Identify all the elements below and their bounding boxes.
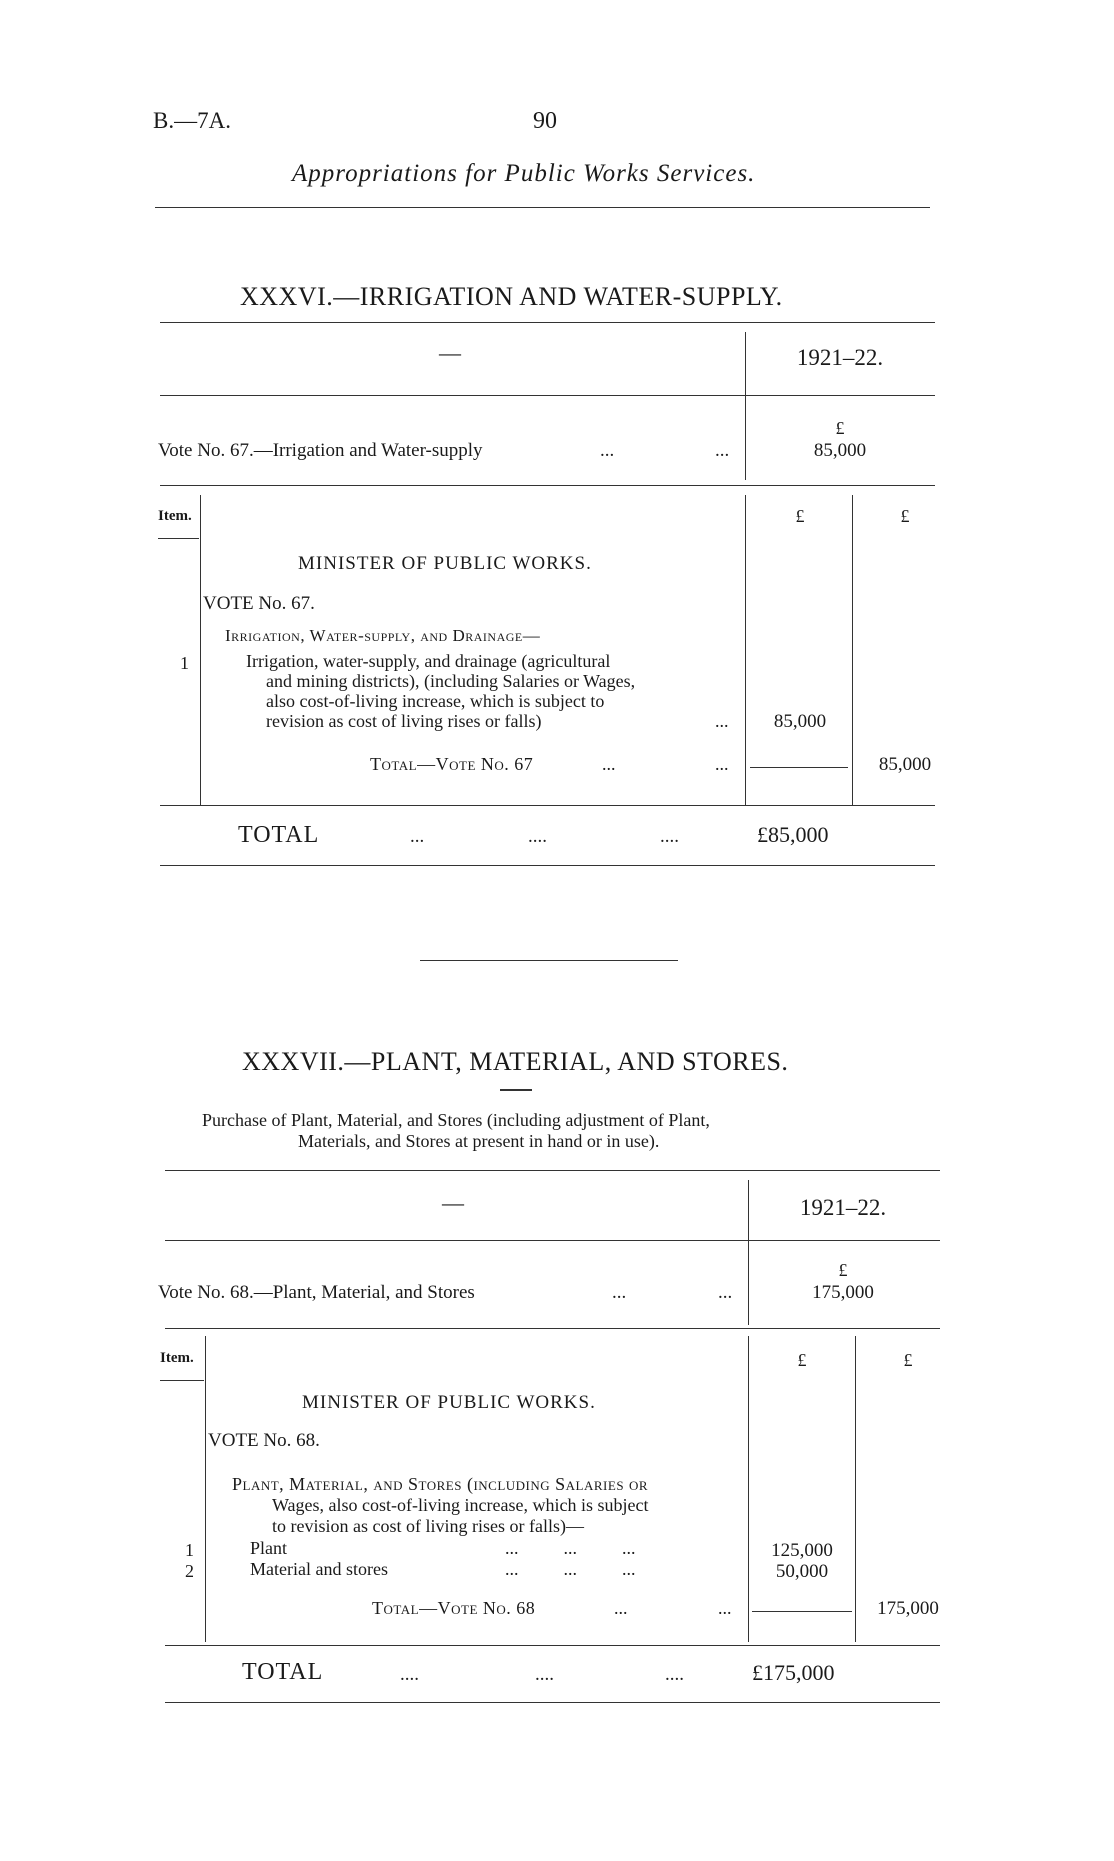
summary-mid-rule xyxy=(165,1240,940,1241)
running-title: Appropriations for Public Works Services. xyxy=(292,160,756,187)
item-header-underline xyxy=(160,1380,204,1381)
summary-mid-rule xyxy=(160,395,935,396)
detail-bottom-rule xyxy=(160,805,935,806)
title-short-rule xyxy=(500,1089,532,1091)
total-vote-dots: ... xyxy=(715,754,729,774)
vote-summary-currency: £ xyxy=(835,418,845,438)
total-vote-dots: ... xyxy=(718,1598,732,1618)
amount-column-divider xyxy=(745,495,746,805)
total-vote-amount: 175,000 xyxy=(877,1598,939,1619)
document-reference: B.—7A. xyxy=(153,108,231,133)
subhead-line xyxy=(232,1474,648,1495)
grand-total-dots: .... xyxy=(660,826,679,847)
section-separator xyxy=(420,960,678,961)
summary-column-divider xyxy=(748,1180,749,1325)
item-label: Plant xyxy=(250,1538,288,1558)
item-header-underline xyxy=(158,538,199,539)
section-title: XXXVI.—IRRIGATION AND WATER-SUPPLY. xyxy=(240,282,783,311)
header-rule xyxy=(155,207,930,208)
total-vote-label: Total—Vote No. 67 xyxy=(370,754,534,774)
summary-year: 1921–22. xyxy=(799,1195,887,1220)
vote-summary-dots: ... xyxy=(600,440,615,461)
grand-total-label: TOTAL xyxy=(242,1659,324,1685)
vote-summary-line: Vote No. 67.—Irrigation and Water-supply xyxy=(158,440,483,461)
item-dots: ... ... ... xyxy=(505,1538,636,1558)
vote-summary-dots: ... xyxy=(718,1282,733,1303)
minister-heading: MINISTER OF PUBLIC WORKS. xyxy=(298,553,592,574)
summary-column-divider xyxy=(745,332,746,480)
grand-total-dots: ... xyxy=(410,826,425,847)
summary-dash: — xyxy=(442,1190,464,1215)
subhead-line: to revision as cost of living rises or falls)— xyxy=(272,1516,584,1536)
vote-summary-amount: 85,000 xyxy=(813,440,867,461)
summary-dash: — xyxy=(439,340,461,365)
vote-summary-amount: 175,000 xyxy=(812,1282,874,1303)
subhead-text: Plant, Material, and Stores (including Salaries or xyxy=(232,1474,649,1494)
total-vote-label: Total—Vote No. 68 xyxy=(372,1598,536,1618)
item-column-header: Item. xyxy=(160,1350,194,1366)
item-dots: ... xyxy=(715,711,729,731)
grand-total-dots: .... xyxy=(400,1664,419,1685)
grand-total-dots: .... xyxy=(528,826,547,847)
item-amount: 85,000 xyxy=(773,711,827,732)
total-column-currency: £ xyxy=(900,506,910,526)
grand-total-label: TOTAL xyxy=(238,822,320,848)
item-dots: ... ... ... xyxy=(505,1559,636,1579)
detail-top-rule xyxy=(160,485,935,486)
grand-total-dots: .... xyxy=(535,1664,554,1685)
item-column-divider xyxy=(205,1336,206,1642)
amount-column-currency: £ xyxy=(795,506,805,526)
item-column-header: Item. xyxy=(158,508,192,524)
summary-year: 1921–22. xyxy=(796,345,884,370)
item-description-line: also cost-of-living increase, which is subject to xyxy=(266,691,605,711)
grand-total-amount: £175,000 xyxy=(752,1660,835,1685)
subtotal-rule xyxy=(752,1611,852,1612)
purpose-line: Materials, and Stores at present in hand or in use). xyxy=(298,1131,660,1151)
item-amount: 125,000 xyxy=(771,1540,833,1561)
summary-top-rule xyxy=(160,322,935,323)
total-column-divider xyxy=(855,1336,856,1642)
detail-top-rule xyxy=(165,1328,940,1329)
vote-summary-currency: £ xyxy=(838,1260,848,1280)
section-title: XXXVII.—PLANT, MATERIAL, AND STORES. xyxy=(242,1047,789,1076)
vote-number-heading: VOTE No. 68. xyxy=(208,1430,320,1451)
item-column-divider xyxy=(200,495,201,805)
section-end-rule xyxy=(165,1702,940,1703)
detail-bottom-rule xyxy=(165,1645,940,1646)
item-description-line: revision as cost of living rises or falls) xyxy=(266,711,542,731)
vote-summary-dots: ... xyxy=(612,1282,627,1303)
item-number: 1 xyxy=(185,1540,194,1560)
subhead-line: Wages, also cost-of-living increase, which is subject xyxy=(272,1495,649,1515)
item-number: 2 xyxy=(185,1561,194,1581)
section-end-rule xyxy=(160,865,935,866)
amount-column-currency: £ xyxy=(797,1350,807,1370)
minister-heading: MINISTER OF PUBLIC WORKS. xyxy=(302,1392,596,1413)
total-column-currency: £ xyxy=(903,1350,913,1370)
subhead: Irrigation, Water-supply, and Drainage— xyxy=(225,626,541,645)
item-label: Material and stores xyxy=(250,1559,388,1579)
grand-total-amount: £85,000 xyxy=(757,822,829,847)
vote-summary-line: Vote No. 68.—Plant, Material, and Stores xyxy=(158,1282,475,1303)
total-vote-dots: ... xyxy=(614,1598,628,1618)
total-column-divider xyxy=(852,495,853,805)
purpose-line: Purchase of Plant, Material, and Stores (including adjustment of Plant, xyxy=(202,1110,710,1130)
amount-column-divider xyxy=(748,1336,749,1642)
page-number: 90 xyxy=(533,108,557,134)
item-amount: 50,000 xyxy=(775,1561,829,1582)
item-description-line: and mining districts), (including Salaries or Wages, xyxy=(266,671,636,691)
item-description-line: Irrigation, water-supply, and drainage (agricultural xyxy=(246,651,611,671)
subtotal-rule xyxy=(750,767,848,768)
vote-number-heading: VOTE No. 67. xyxy=(203,593,315,614)
total-vote-amount: 85,000 xyxy=(878,754,932,775)
summary-top-rule xyxy=(165,1170,940,1171)
item-number: 1 xyxy=(180,653,189,673)
vote-summary-dots: ... xyxy=(715,440,730,461)
grand-total-dots: .... xyxy=(665,1664,684,1685)
total-vote-dots: ... xyxy=(602,754,616,774)
